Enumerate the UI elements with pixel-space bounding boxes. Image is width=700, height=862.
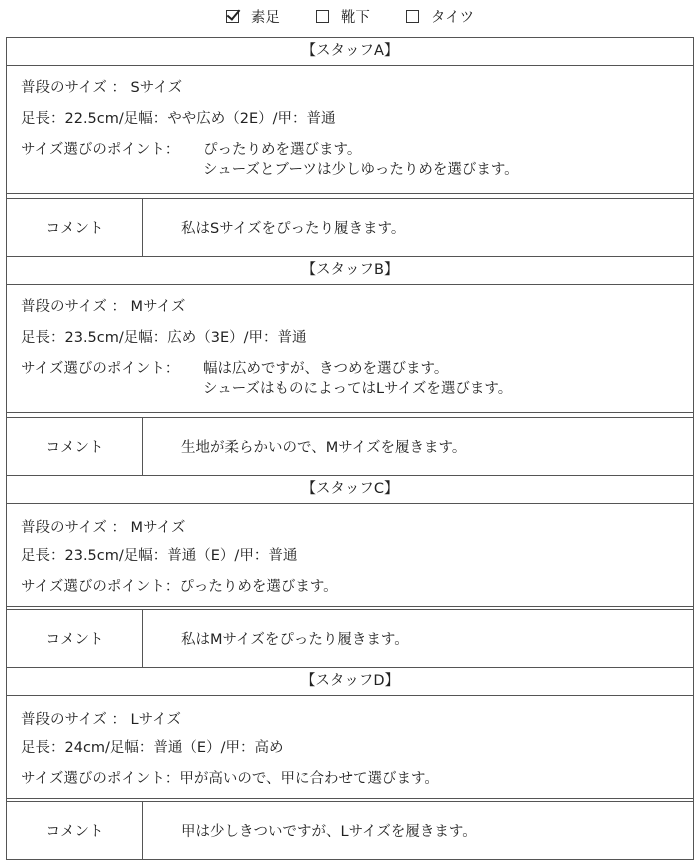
size-point-label: サイズ選びのポイント： [21, 579, 180, 595]
staff-block-d [6, 668, 694, 860]
size-point [21, 140, 519, 180]
staff-block-b [6, 257, 694, 476]
comment-text: 私はSサイズをぴったり履きます。 [181, 221, 406, 237]
staff-title: 【スタッフD】 [7, 668, 693, 696]
size-point [21, 359, 512, 399]
size-point-line: 幅は広めですが、きつめを選びます。 [203, 361, 449, 377]
unchecked-checkbox-icon [316, 10, 329, 23]
usual-size: 普段のサイズ ： Lサイズ [21, 712, 181, 728]
usual-size: 普段のサイズ ： Mサイズ [21, 299, 186, 315]
staff-title: 【スタッフA】 [7, 38, 693, 66]
comment-row [7, 199, 693, 257]
foot-measurements: 足長：23.5cm/足幅：広め（3E）/甲：普通 [21, 330, 307, 346]
comment-label: コメント [7, 199, 143, 256]
size-point-label: サイズ選びのポイント： [21, 771, 180, 787]
staff-info [7, 66, 693, 194]
comment-label: コメント [7, 610, 143, 667]
size-point-line: シューズはものによってはLサイズを選びます。 [203, 381, 513, 397]
legend-item-socks [316, 5, 370, 27]
legend [0, 5, 700, 27]
comment-text: 私はMサイズをぴったり履きます。 [181, 632, 409, 648]
legend-label: タイツ [430, 9, 475, 26]
staff-title: 【スタッフC】 [7, 476, 693, 504]
foot-measurements: 足長：24cm/足幅：普通（E）/甲：高め [21, 740, 284, 756]
comment-row [7, 802, 693, 860]
size-point-label: サイズ選びのポイント： [21, 361, 180, 377]
foot-measurements: 足長：22.5cm/足幅：やや広め（2E）/甲：普通 [21, 111, 336, 127]
staff-title: 【スタッフB】 [7, 257, 693, 285]
size-point-line: ぴったりめを選びます。 [203, 142, 362, 158]
legend-item-tights [406, 5, 474, 27]
comment-row [7, 610, 693, 668]
usual-size: 普段のサイズ ： Mサイズ [21, 520, 186, 536]
unchecked-checkbox-icon [406, 10, 419, 23]
staff-info [7, 504, 693, 607]
comment-row [7, 418, 693, 476]
checked-checkbox-icon [226, 10, 239, 23]
size-point [21, 577, 338, 597]
size-point-line: シューズとブーツは少しゆったりめを選びます。 [203, 162, 519, 178]
staff-info [7, 696, 693, 799]
legend-item-barefoot [226, 5, 280, 27]
size-point-label: サイズ選びのポイント： [21, 142, 180, 158]
legend-label: 素足 [250, 9, 280, 26]
comment-text: 甲は少しきついですが、Lサイズを履きます。 [181, 824, 477, 840]
comment-label: コメント [7, 418, 143, 475]
usual-size: 普段のサイズ ： Sサイズ [21, 80, 183, 96]
size-point [21, 769, 439, 789]
staff-block-a [6, 38, 694, 257]
staff-block-c [6, 476, 694, 668]
size-point-line: 甲が高いので、甲に合わせて選びます。 [179, 771, 439, 787]
staff-info [7, 285, 693, 413]
comment-text: 生地が柔らかいので、Mサイズを履きます。 [181, 440, 467, 456]
size-point-line: ぴったりめを選びます。 [179, 579, 338, 595]
legend-label: 靴下 [340, 9, 370, 26]
staff-size-table [6, 37, 694, 860]
foot-measurements: 足長：23.5cm/足幅：普通（E）/甲：普通 [21, 548, 298, 564]
comment-label: コメント [7, 802, 143, 859]
